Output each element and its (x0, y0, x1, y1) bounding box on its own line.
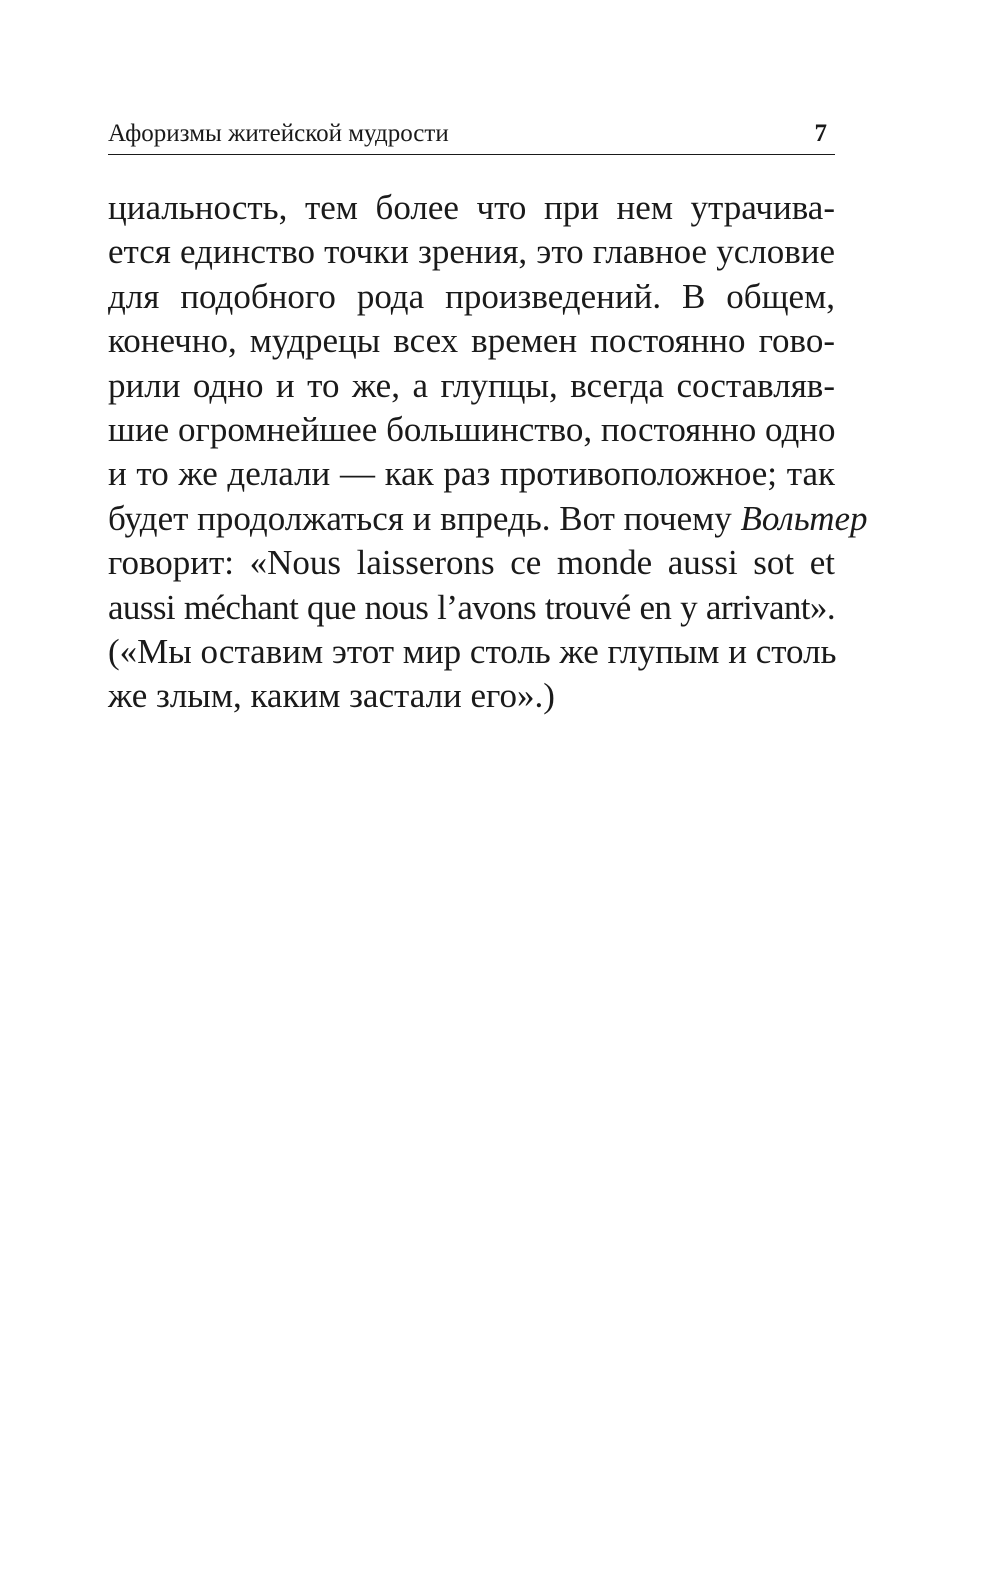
text-line (108, 497, 868, 541)
text-line: шие огромнейшее большинство, постоянно одно (108, 409, 836, 449)
text-line: для подобного рода произведений. В общем, (108, 276, 835, 316)
text-line: ется единство точки зрения, это главное условие (108, 232, 835, 272)
body-paragraph (108, 186, 868, 719)
running-header (108, 114, 835, 155)
text-line: же злым, каким застали его».) (108, 676, 555, 716)
text-line: и то же делали — как раз противоположное; так (108, 454, 835, 494)
text-line: говорит: «Nous laisserons ce monde aussi sot et (108, 543, 835, 583)
page-number: 7 (814, 120, 827, 147)
text-line: рили одно и то же, а глупцы, всегда составляв- (108, 365, 835, 405)
text-line: («Мы оставим этот мир столь же глупым и столь (108, 631, 837, 671)
text-line-start: будет продолжаться и впредь. Вот почему (108, 498, 741, 538)
text-line: aussi méchant que nous l’avons trouvé en y arrivant». (108, 587, 835, 627)
author-name-italic: Вольтер (740, 498, 868, 538)
text-line: циальность, тем более что при нем утрачива- (108, 188, 835, 227)
text-line: конечно, мудрецы всех времен постоянно гово- (108, 321, 835, 361)
running-header-title: Афоризмы житейской мудрости (108, 120, 449, 147)
